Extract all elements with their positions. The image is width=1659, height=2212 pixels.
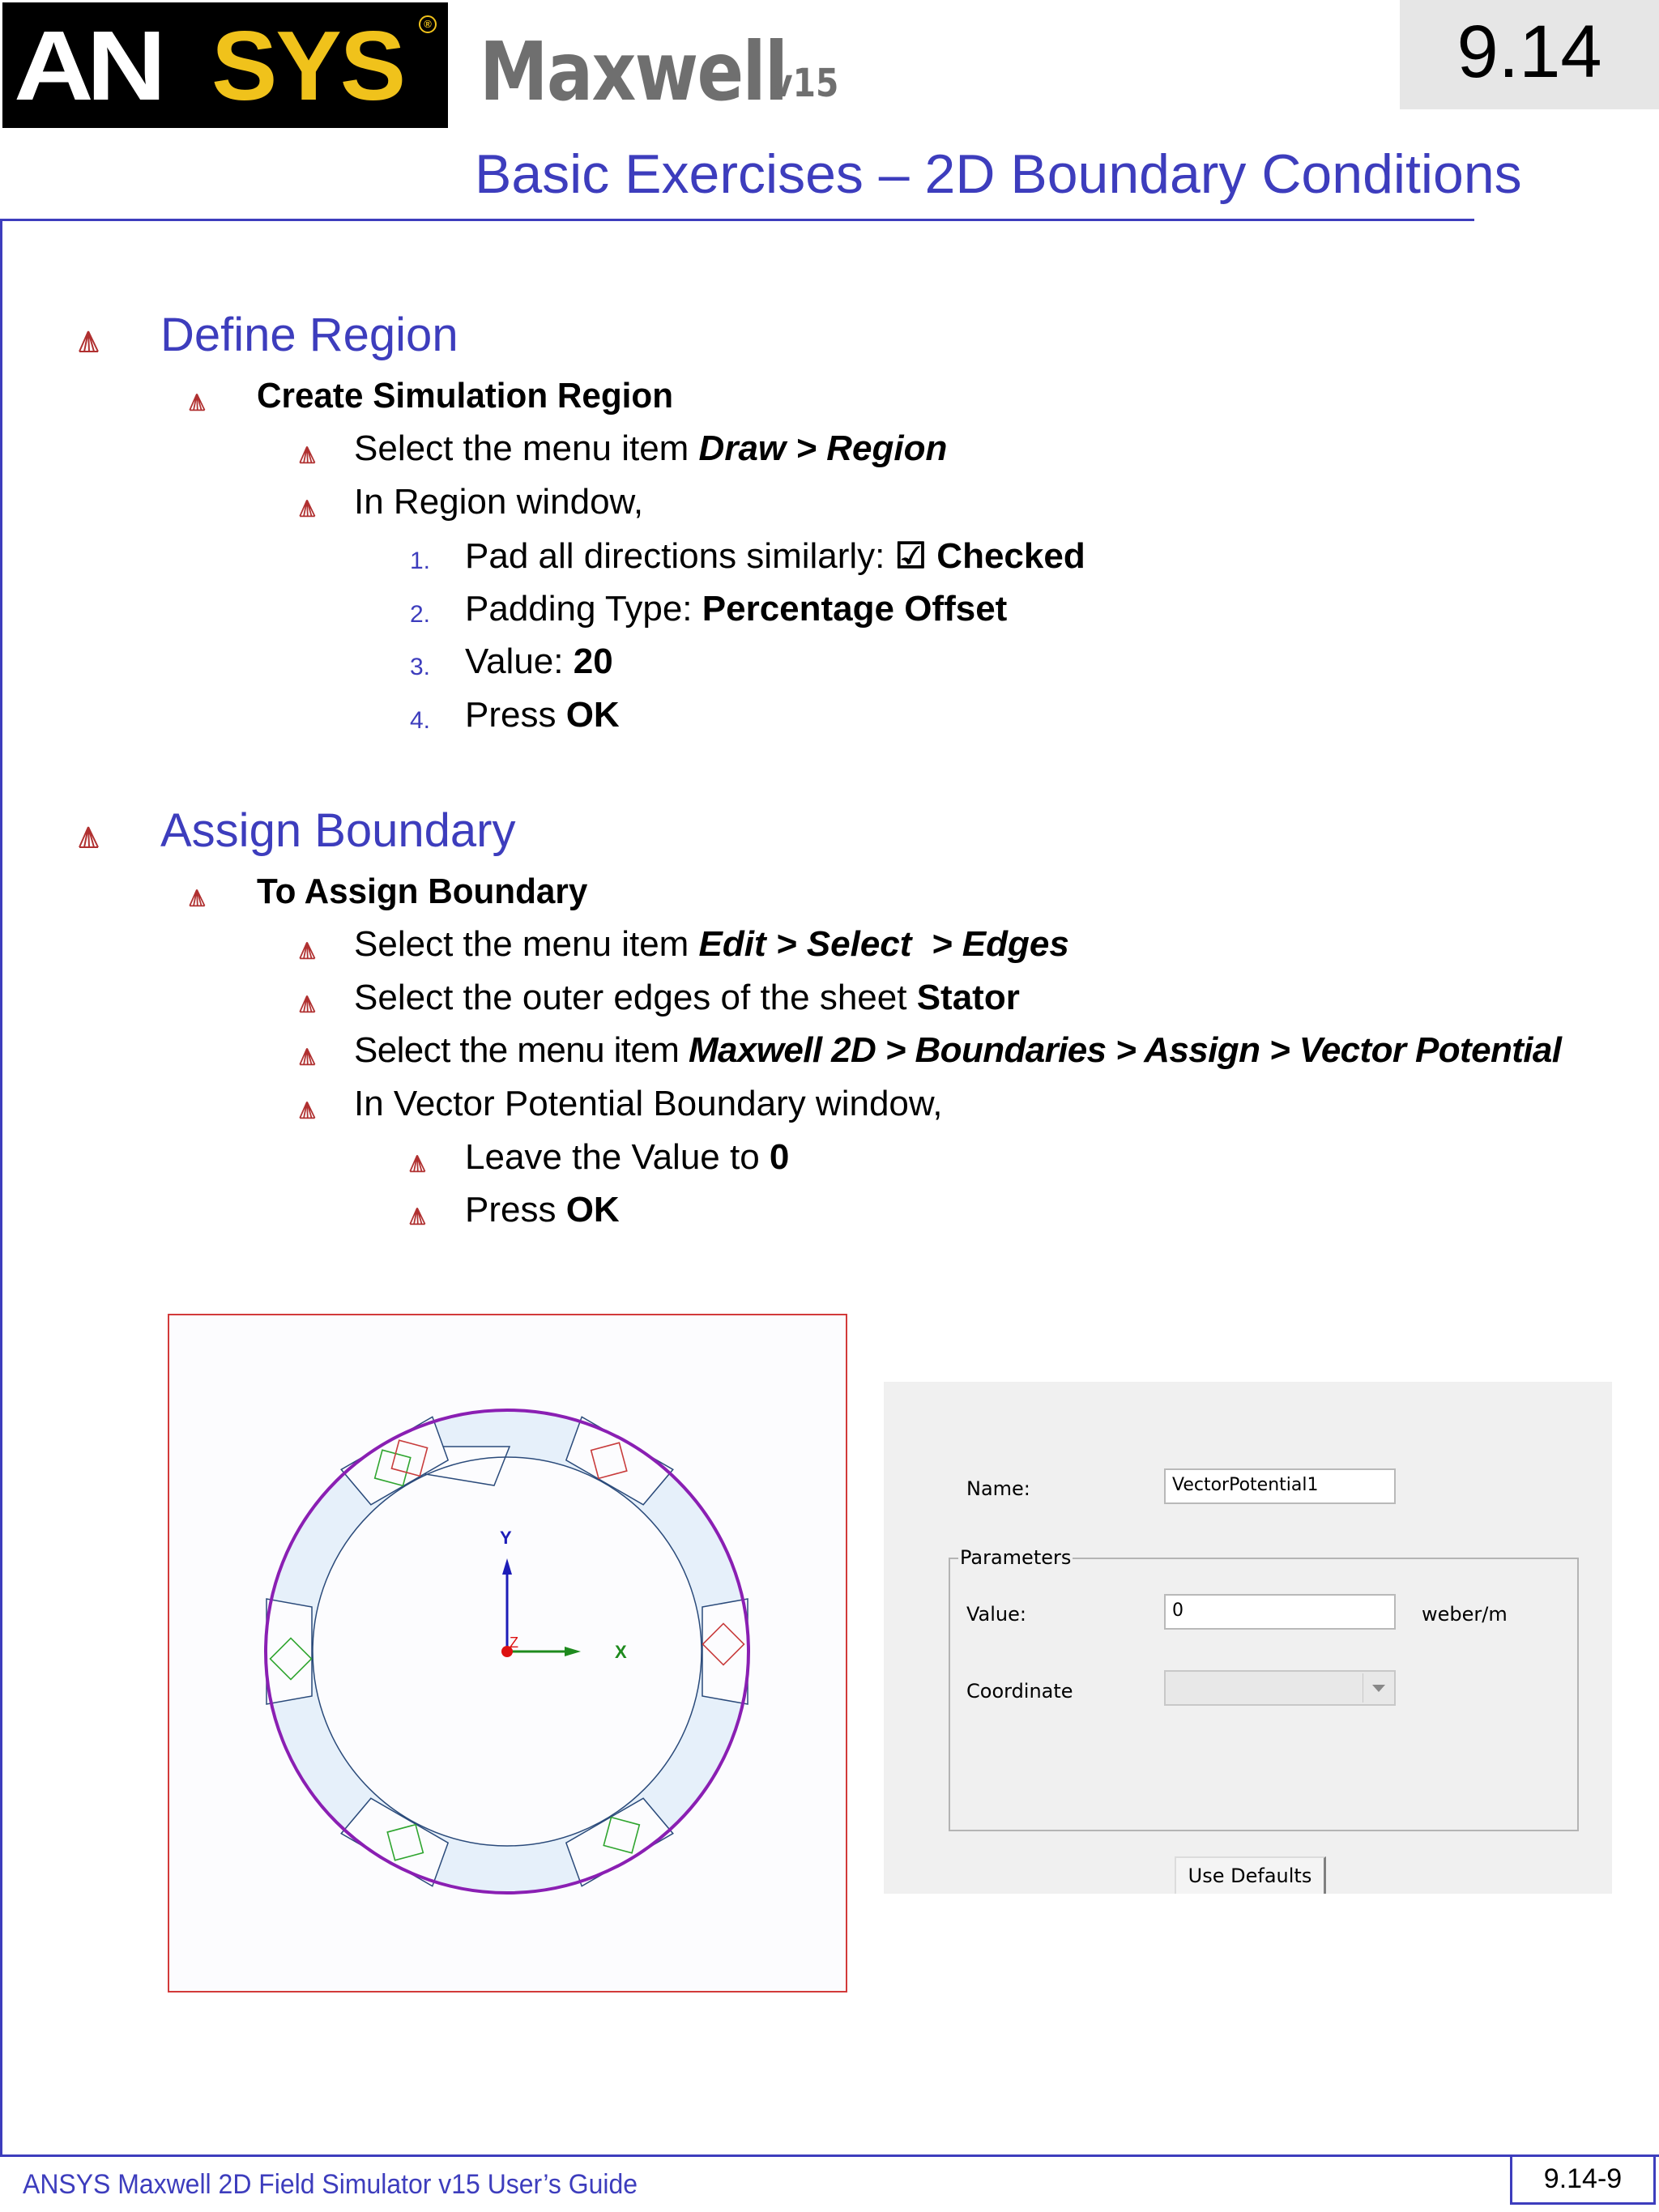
- bullet-icon: [78, 825, 99, 849]
- left-border: [0, 219, 2, 2156]
- value-input[interactable]: 0: [1164, 1594, 1396, 1630]
- list-number: 4.: [410, 707, 431, 734]
- logo-text-white: AN: [14, 11, 160, 121]
- step-text: Select the menu item: [354, 1030, 689, 1070]
- heading-assign-boundary: Assign Boundary: [160, 804, 516, 857]
- value-unit: weber/m: [1422, 1603, 1508, 1626]
- bullet-icon: [188, 888, 206, 907]
- list-item-text: Padding Type:: [465, 589, 702, 629]
- value-label: Value:: [966, 1603, 1026, 1626]
- step-text: Leave the Value to: [465, 1137, 770, 1177]
- sub-step-press-ok: [465, 1190, 620, 1230]
- list-item: [465, 535, 1085, 577]
- list-item-value: 20: [573, 641, 613, 681]
- bullet-icon: [298, 1100, 316, 1119]
- menu-path: Edit > Select > Edges: [698, 924, 1069, 964]
- step-text: Select the outer edges of the sheet: [354, 978, 917, 1017]
- bullet-icon: [408, 1206, 426, 1225]
- step-text: Select the menu item: [354, 428, 699, 468]
- list-item-text: Value:: [465, 641, 574, 681]
- step-region-window: In Region window,: [354, 482, 644, 522]
- product-version: v15: [771, 61, 839, 106]
- use-defaults-button[interactable]: Use Defaults: [1175, 1856, 1326, 1894]
- step-select-edges: [354, 924, 1069, 965]
- sheet-name: Stator: [916, 978, 1020, 1017]
- footer-guide-title: ANSYS Maxwell 2D Field Simulator v15 User’s Guide: [23, 2169, 638, 2200]
- section-number-box: [1400, 0, 1659, 109]
- step-text: Press: [465, 1190, 566, 1230]
- step-text: Select the menu item: [354, 924, 699, 964]
- list-item: [465, 641, 613, 682]
- bullet-icon: [188, 392, 206, 411]
- name-input[interactable]: VectorPotential1: [1164, 1468, 1396, 1504]
- axis-label-z: Z: [510, 1634, 518, 1651]
- bullet-icon: [298, 1046, 316, 1066]
- coordinate-select[interactable]: [1164, 1670, 1396, 1706]
- step-draw-region: [354, 428, 947, 469]
- axis-label-x: X: [615, 1642, 627, 1662]
- footer-page-number: 9.14-9: [1510, 2154, 1656, 2205]
- title-divider: [0, 219, 1474, 221]
- chevron-down-icon[interactable]: [1363, 1673, 1392, 1703]
- list-item-value: Percentage Offset: [702, 589, 1008, 629]
- list-item: [465, 695, 620, 735]
- stator-drawing: [169, 1315, 846, 1991]
- list-item-text: Pad all directions similarly:: [465, 536, 895, 576]
- list-item-value: ☑ Checked: [894, 536, 1085, 576]
- vector-potential-dialog: [884, 1382, 1612, 1894]
- ansys-logo: [2, 2, 448, 128]
- bullet-icon: [298, 445, 316, 464]
- list-number: 3.: [410, 654, 431, 680]
- parameters-legend: Parameters: [960, 1546, 1072, 1569]
- axis-label-y: Y: [500, 1528, 512, 1548]
- step-value: OK: [565, 1190, 620, 1230]
- list-item-value: OK: [565, 695, 620, 735]
- step-assign-vector-potential: [354, 1030, 1561, 1071]
- bullet-icon: [298, 940, 316, 960]
- page-title: Basic Exercises – 2D Boundary Conditions: [475, 143, 1522, 205]
- product-name: Maxwell: [480, 24, 787, 119]
- logo-text-yellow: SYS: [211, 11, 405, 121]
- stator-geometry-figure: [168, 1314, 847, 1993]
- name-label: Name:: [966, 1477, 1030, 1500]
- list-number: 2.: [410, 601, 431, 628]
- list-number: 1.: [410, 548, 431, 574]
- bullet-icon: [78, 329, 99, 353]
- menu-path: Maxwell 2D > Boundaries > Assign > Vector Potential: [688, 1030, 1562, 1070]
- list-item-text: Press: [465, 695, 566, 735]
- step-value: 0: [769, 1137, 790, 1177]
- bullet-icon: [298, 498, 316, 518]
- menu-path: Draw > Region: [698, 428, 948, 468]
- bullet-icon: [298, 994, 316, 1013]
- section-number: 9.14: [1456, 11, 1602, 93]
- list-item: [465, 589, 1007, 629]
- coordinate-label: Coordinate: [966, 1680, 1073, 1703]
- step-select-outer-edges: [354, 978, 1020, 1018]
- subheading-to-assign-boundary: To Assign Boundary: [257, 872, 588, 911]
- registered-mark: ®: [419, 15, 437, 33]
- heading-define-region: Define Region: [160, 309, 458, 361]
- subheading-create-simulation-region: Create Simulation Region: [257, 376, 674, 416]
- sub-step-leave-value: [465, 1137, 789, 1178]
- step-vector-potential-window: In Vector Potential Boundary window,: [354, 1084, 943, 1123]
- footer-divider: [0, 2154, 1659, 2157]
- bullet-icon: [408, 1153, 426, 1173]
